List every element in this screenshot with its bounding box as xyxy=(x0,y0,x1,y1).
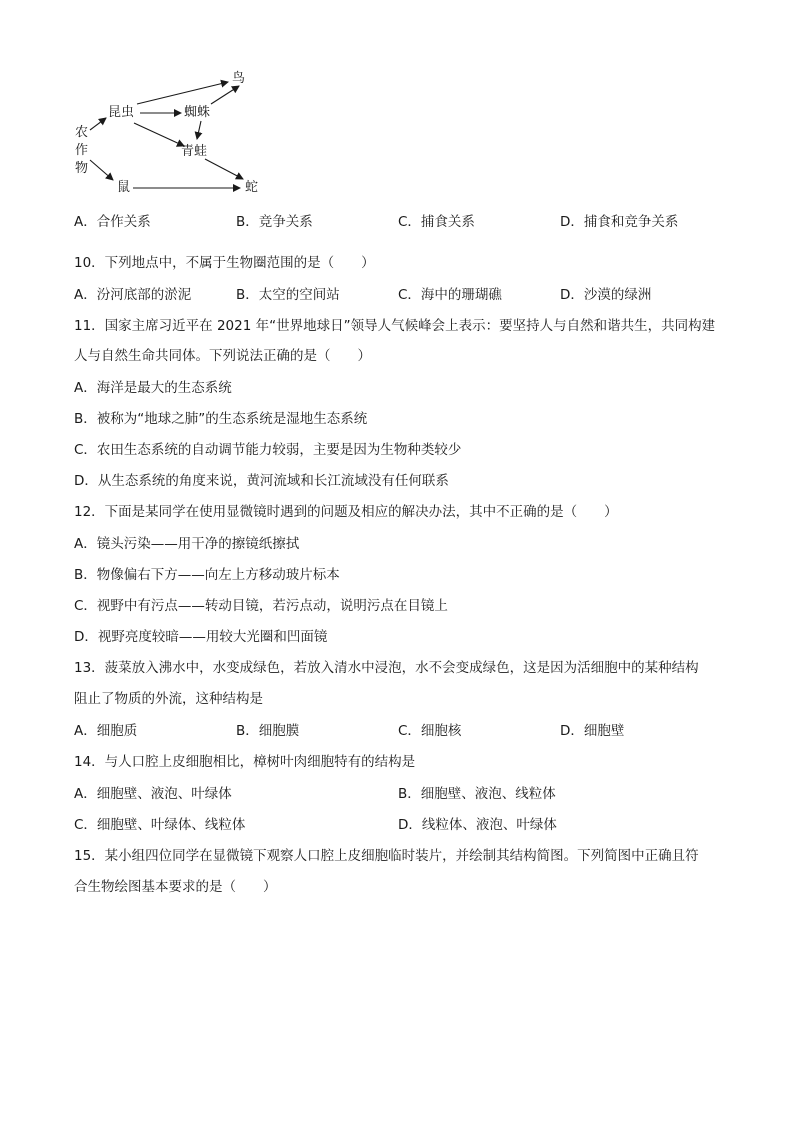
arrow-insect-to-bird xyxy=(137,82,228,104)
q13-option-b: B．细胞膜 xyxy=(236,723,300,739)
arrow-crop-to-mouse xyxy=(90,160,113,180)
q10-stem: 10．下列地点中，不属于生物圈范围的是（ ） xyxy=(74,255,375,271)
q11-option-a: A．海洋是最大的生态系统 xyxy=(74,380,232,396)
q9-option-d: D．捕食和竞争关系 xyxy=(560,214,679,230)
node-crop-char-2: 作 xyxy=(75,143,89,158)
q13-option-c: C．细胞核 xyxy=(398,723,462,739)
q10-option-b: B．太空的空间站 xyxy=(236,287,340,303)
q13-option-a: A．细胞质 xyxy=(74,723,138,739)
q12-stem: 12．下面是某同学在使用显微镜时遇到的问题及相应的解决办法，其中不正确的是（ ） xyxy=(74,504,618,520)
q15-stem-line-2: 合生物绘图基本要求的是（ ） xyxy=(74,879,277,895)
arrow-frog-to-snake xyxy=(205,159,243,179)
q11-option-d: D．从生态系统的角度来说，黄河流域和长江流域没有任何联系 xyxy=(74,473,449,489)
node-mouse: 鼠 xyxy=(117,180,131,195)
q12-option-a: A．镜头污染——用干净的擦镜纸擦拭 xyxy=(74,536,300,552)
q9-option-c: C．捕食关系 xyxy=(398,214,475,230)
arrow-spider-to-bird xyxy=(211,86,239,104)
q13-option-d: D．细胞壁 xyxy=(560,723,625,739)
q15-stem-line-1: 15．某小组四位同学在显微镜下观察人口腔上皮细胞临时装片，并绘制其结构简图。下列简图中正确且符 xyxy=(74,848,699,864)
q13-stem-line-2: 阻止了物质的外流，这种结构是 xyxy=(74,691,263,707)
node-snake: 蛇 xyxy=(245,180,259,195)
node-crop-char-3: 物 xyxy=(75,161,89,176)
q9-option-a: A．合作关系 xyxy=(74,214,151,230)
q12-option-d: D．视野亮度较暗——用较大光圈和凹面镜 xyxy=(74,629,328,645)
q12-option-b: B．物像偏右下方——向左上方移动玻片标本 xyxy=(74,567,340,583)
q10-option-d: D．沙漠的绿洲 xyxy=(560,287,652,303)
arrow-spider-to-frog xyxy=(197,121,201,139)
q14-stem: 14．与人口腔上皮细胞相比，樟树叶肉细胞特有的结构是 xyxy=(74,754,416,770)
q9-option-b: B．竞争关系 xyxy=(236,214,313,230)
q14-option-d: D．线粒体、液泡、叶绿体 xyxy=(398,817,557,833)
arrow-crop-to-insect xyxy=(90,118,106,130)
q12-option-c: C．视野中有污点——转动目镜，若污点动，说明污点在目镜上 xyxy=(74,598,448,614)
node-insect: 昆虫 xyxy=(108,105,135,120)
q11-stem-line-1: 11．国家主席习近平在 2021 年“世界地球日”领导人气候峰会上表示：要坚持人与自然和谐共生，共同构建 xyxy=(74,318,716,334)
node-frog: 青蛙 xyxy=(181,144,208,159)
node-spider: 蜘蛛 xyxy=(184,105,211,120)
q14-option-b: B．细胞壁、液泡、线粒体 xyxy=(398,786,556,802)
q11-stem-line-2: 人与自然生命共同体。下列说法正确的是（ ） xyxy=(74,348,371,364)
q14-option-a: A．细胞壁、液泡、叶绿体 xyxy=(74,786,232,802)
arrow-insect-to-frog xyxy=(134,123,184,146)
q11-option-b: B．被称为“地球之肺”的生态系统是湿地生态系统 xyxy=(74,411,368,427)
q10-option-c: C．海中的珊瑚礁 xyxy=(398,287,502,303)
node-crop-char-1: 农 xyxy=(75,125,89,140)
node-bird: 鸟 xyxy=(232,71,246,86)
q10-option-a: A．汾河底部的淤泥 xyxy=(74,287,192,303)
q11-option-c: C．农田生态系统的自动调节能力较弱，主要是因为生物种类较少 xyxy=(74,442,462,458)
q14-option-c: C．细胞壁、叶绿体、线粒体 xyxy=(74,817,246,833)
q13-stem-line-1: 13．菠菜放入沸水中，水变成绿色，若放入清水中浸泡，水不会变成绿色，这是因为活细胞中的某种结构 xyxy=(74,660,699,676)
